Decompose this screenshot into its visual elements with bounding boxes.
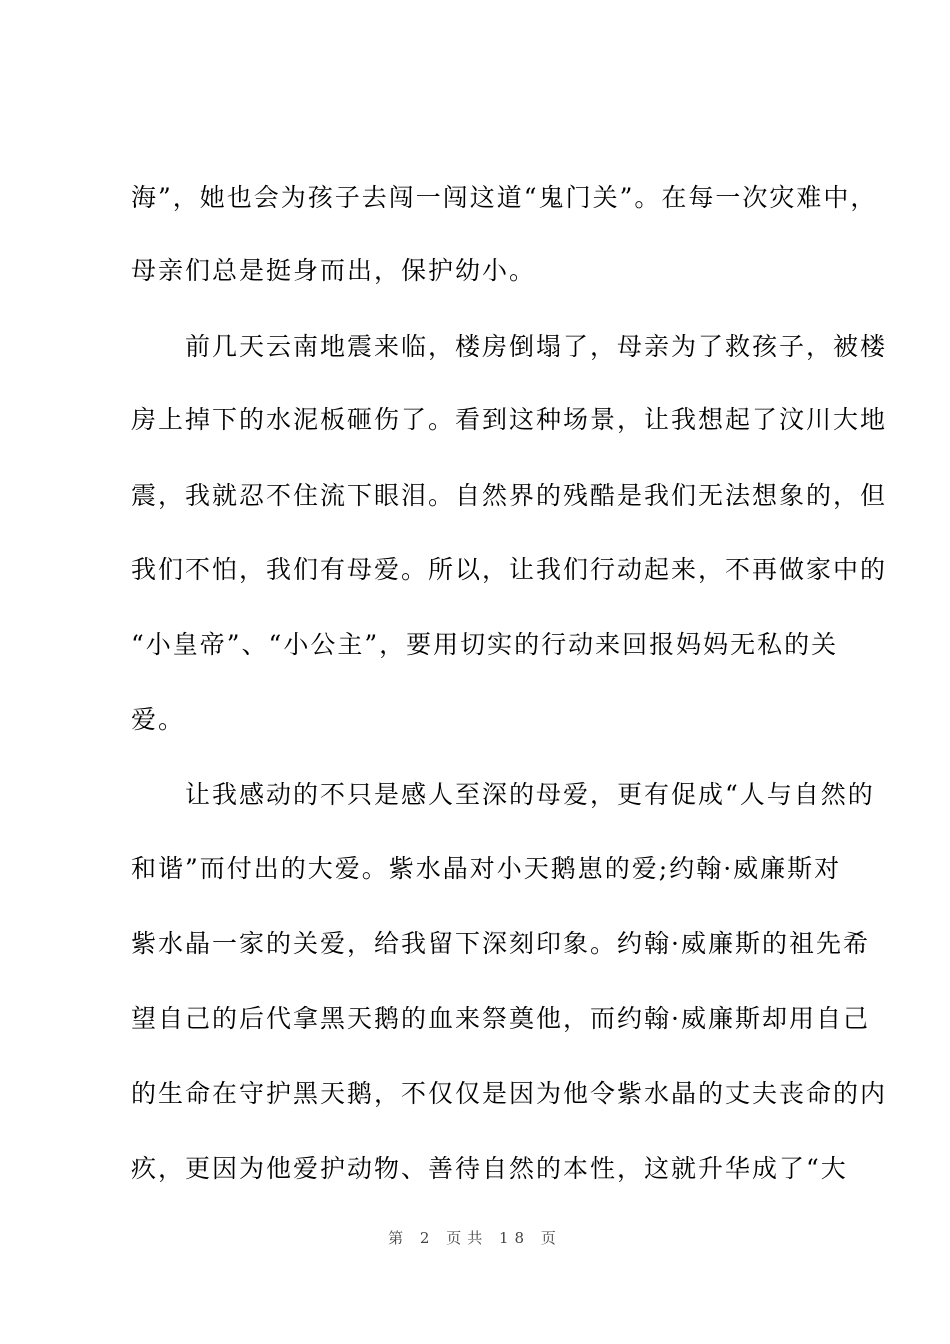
text-line: 母亲们总是挺身而出，保护幼小。 — [131, 256, 537, 285]
text-line: 疚，更因为他爱护动物、善待自然的本性，这就升华成了“大 — [131, 1154, 848, 1183]
text-line: 和谐”而付出的大爱。紫水晶对小天鹅崽的爱;约翰·威廉斯对 — [131, 854, 842, 883]
page-number-footer: 第 2 页共 18 页 — [388, 1229, 562, 1247]
text-line: 海”，她也会为孩子去闯一闯这道“鬼门关”。在每一次灾难中， — [131, 183, 878, 212]
text-line: 房上掉下的水泥板砸伤了。看到这种场景，让我想起了汶川大地 — [131, 405, 888, 434]
text-line: 前几天云南地震来临，楼房倒塌了，母亲为了救孩子，被楼 — [131, 332, 888, 361]
text-line: 震，我就忍不住流下眼泪。自然界的残酷是我们无法想象的，但 — [131, 481, 888, 510]
text-line: 的生命在守护黑天鹅，不仅仅是因为他令紫水晶的丈夫丧命的内 — [131, 1079, 888, 1108]
text-line: 望自己的后代拿黑天鹅的血来祭奠他，而约翰·威廉斯却用自己 — [131, 1004, 870, 1033]
text-line: “小皇帝”、“小公主”，要用切实的行动来回报妈妈无私的关 — [131, 630, 839, 659]
text-line: 我们不怕，我们有母爱。所以，让我们行动起来，不再做家中的 — [131, 555, 888, 584]
text-line: 让我感动的不只是感人至深的母爱，更有促成“人与自然的 — [131, 780, 875, 809]
text-line: 爱。 — [131, 705, 186, 734]
text-line: 紫水晶一家的关爱，给我留下深刻印象。约翰·威廉斯的祖先希 — [131, 929, 870, 958]
